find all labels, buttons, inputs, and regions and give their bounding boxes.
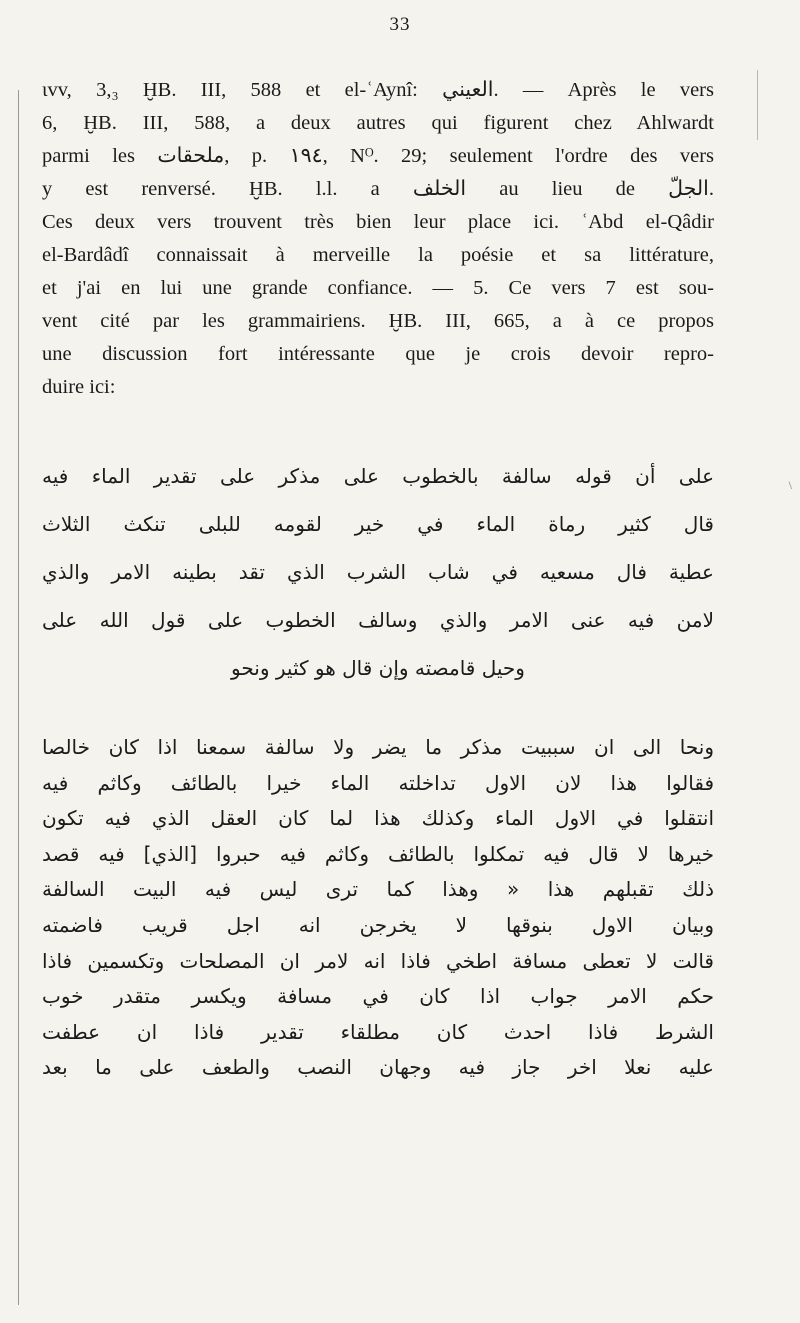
- arabic-line: ونحا الى ان سببيت مذكر ما يضر ولا سالفة سمعنا اذا كان خالصا: [42, 735, 714, 759]
- arabic-line: فقالوا هذا لان الاول تداخلته الماء خيرا بالطائف وكاثم فيه: [42, 770, 714, 795]
- right-margin-rule: [757, 70, 758, 140]
- arabic-line: عطية فال مسعيه في شاب الشرب الذي تقد بطينه الامر والذي: [42, 560, 714, 584]
- french-line: Ces deux vers trouvent très bien leur place ici. ʿAbd el-Qâdir: [42, 211, 714, 233]
- arabic-quotation: [42, 452, 714, 692]
- arabic-commentary: [42, 730, 714, 1086]
- french-paragraph: [42, 74, 714, 404]
- arabic-line: وبيان الاول بنوقها لا يخرجن انه اجل قريب فاضمته: [42, 912, 714, 937]
- french-line: y est renversé. ḪB. l.l. a الخلف au lieu de الجلّ.: [42, 178, 714, 200]
- arabic-line: قالت لا تعطى مسافة اطخي فاذا انه لامر ان المصلحات وتكسمين فاذا: [42, 948, 714, 973]
- arabic-line: وحيل قامصته وإن قال هو كثير ونحو: [231, 656, 525, 680]
- french-line: parmi les ملحقات, p. ١٩٤, Nᴼ. 29; seulement l'ordre des vers: [42, 145, 715, 167]
- arabic-line: الشرط فاذا احدث كان مطلقاء تقدير فاذا ان عطفت: [42, 1019, 714, 1044]
- page-number: 33: [389, 14, 411, 35]
- arabic-line: عليه نعلا اخر جاز فيه وجهان النصب والطعف على ما بعد: [42, 1055, 714, 1080]
- left-margin-rule: [18, 90, 19, 1305]
- french-line: el-Bardâdî connaissait à merveille la poésie et sa littérature,: [42, 244, 714, 266]
- french-line: vent cité par les grammairiens. ḪB. III, 665, a à ce propos: [42, 310, 714, 332]
- french-line: ιvv, 3,₃ ḪB. III, 588 et el-ʿAynî: العيني. — Après le vers: [42, 79, 714, 101]
- french-line: 6, ḪB. III, 588, a deux autres qui figurent chez Ahlwardt: [42, 112, 714, 134]
- french-line: duire ici:: [42, 376, 116, 398]
- arabic-line: انتقلوا في الاول الماء وكذلك هذا لما كان العقل الذي فيه تكون: [42, 806, 714, 831]
- french-line: une discussion fort intéressante que je crois devoir repro-: [42, 343, 714, 365]
- arabic-line: لامن فيه عنى الامر والذي وسالف الخطوب على قول الله على: [42, 608, 714, 632]
- arabic-line: حكم الامر جواب اذا كان في مسافة ويكسر متقدر خوب: [42, 984, 714, 1009]
- arabic-line: قال كثير رماة الماء في خير لقومه للبلى تنكث الثلاث: [42, 512, 714, 536]
- arabic-line: ذلك تقبلهم هذا « وهذا كما ترى ليس فيه البيت السالفة: [42, 877, 714, 902]
- french-line: et j'ai en lui une grande confiance. — 5. Ce vers 7 est sou-: [42, 277, 714, 299]
- margin-mark: \: [788, 478, 792, 492]
- arabic-line: على أن قوله سالفة بالخطوب على مذكر على تقدير الماء فيه: [42, 464, 714, 488]
- arabic-line: خيرها لا قال فيه تمكلوا بالطائف وكاثم فيه حبروا [الذي] فيه قصد: [42, 841, 714, 866]
